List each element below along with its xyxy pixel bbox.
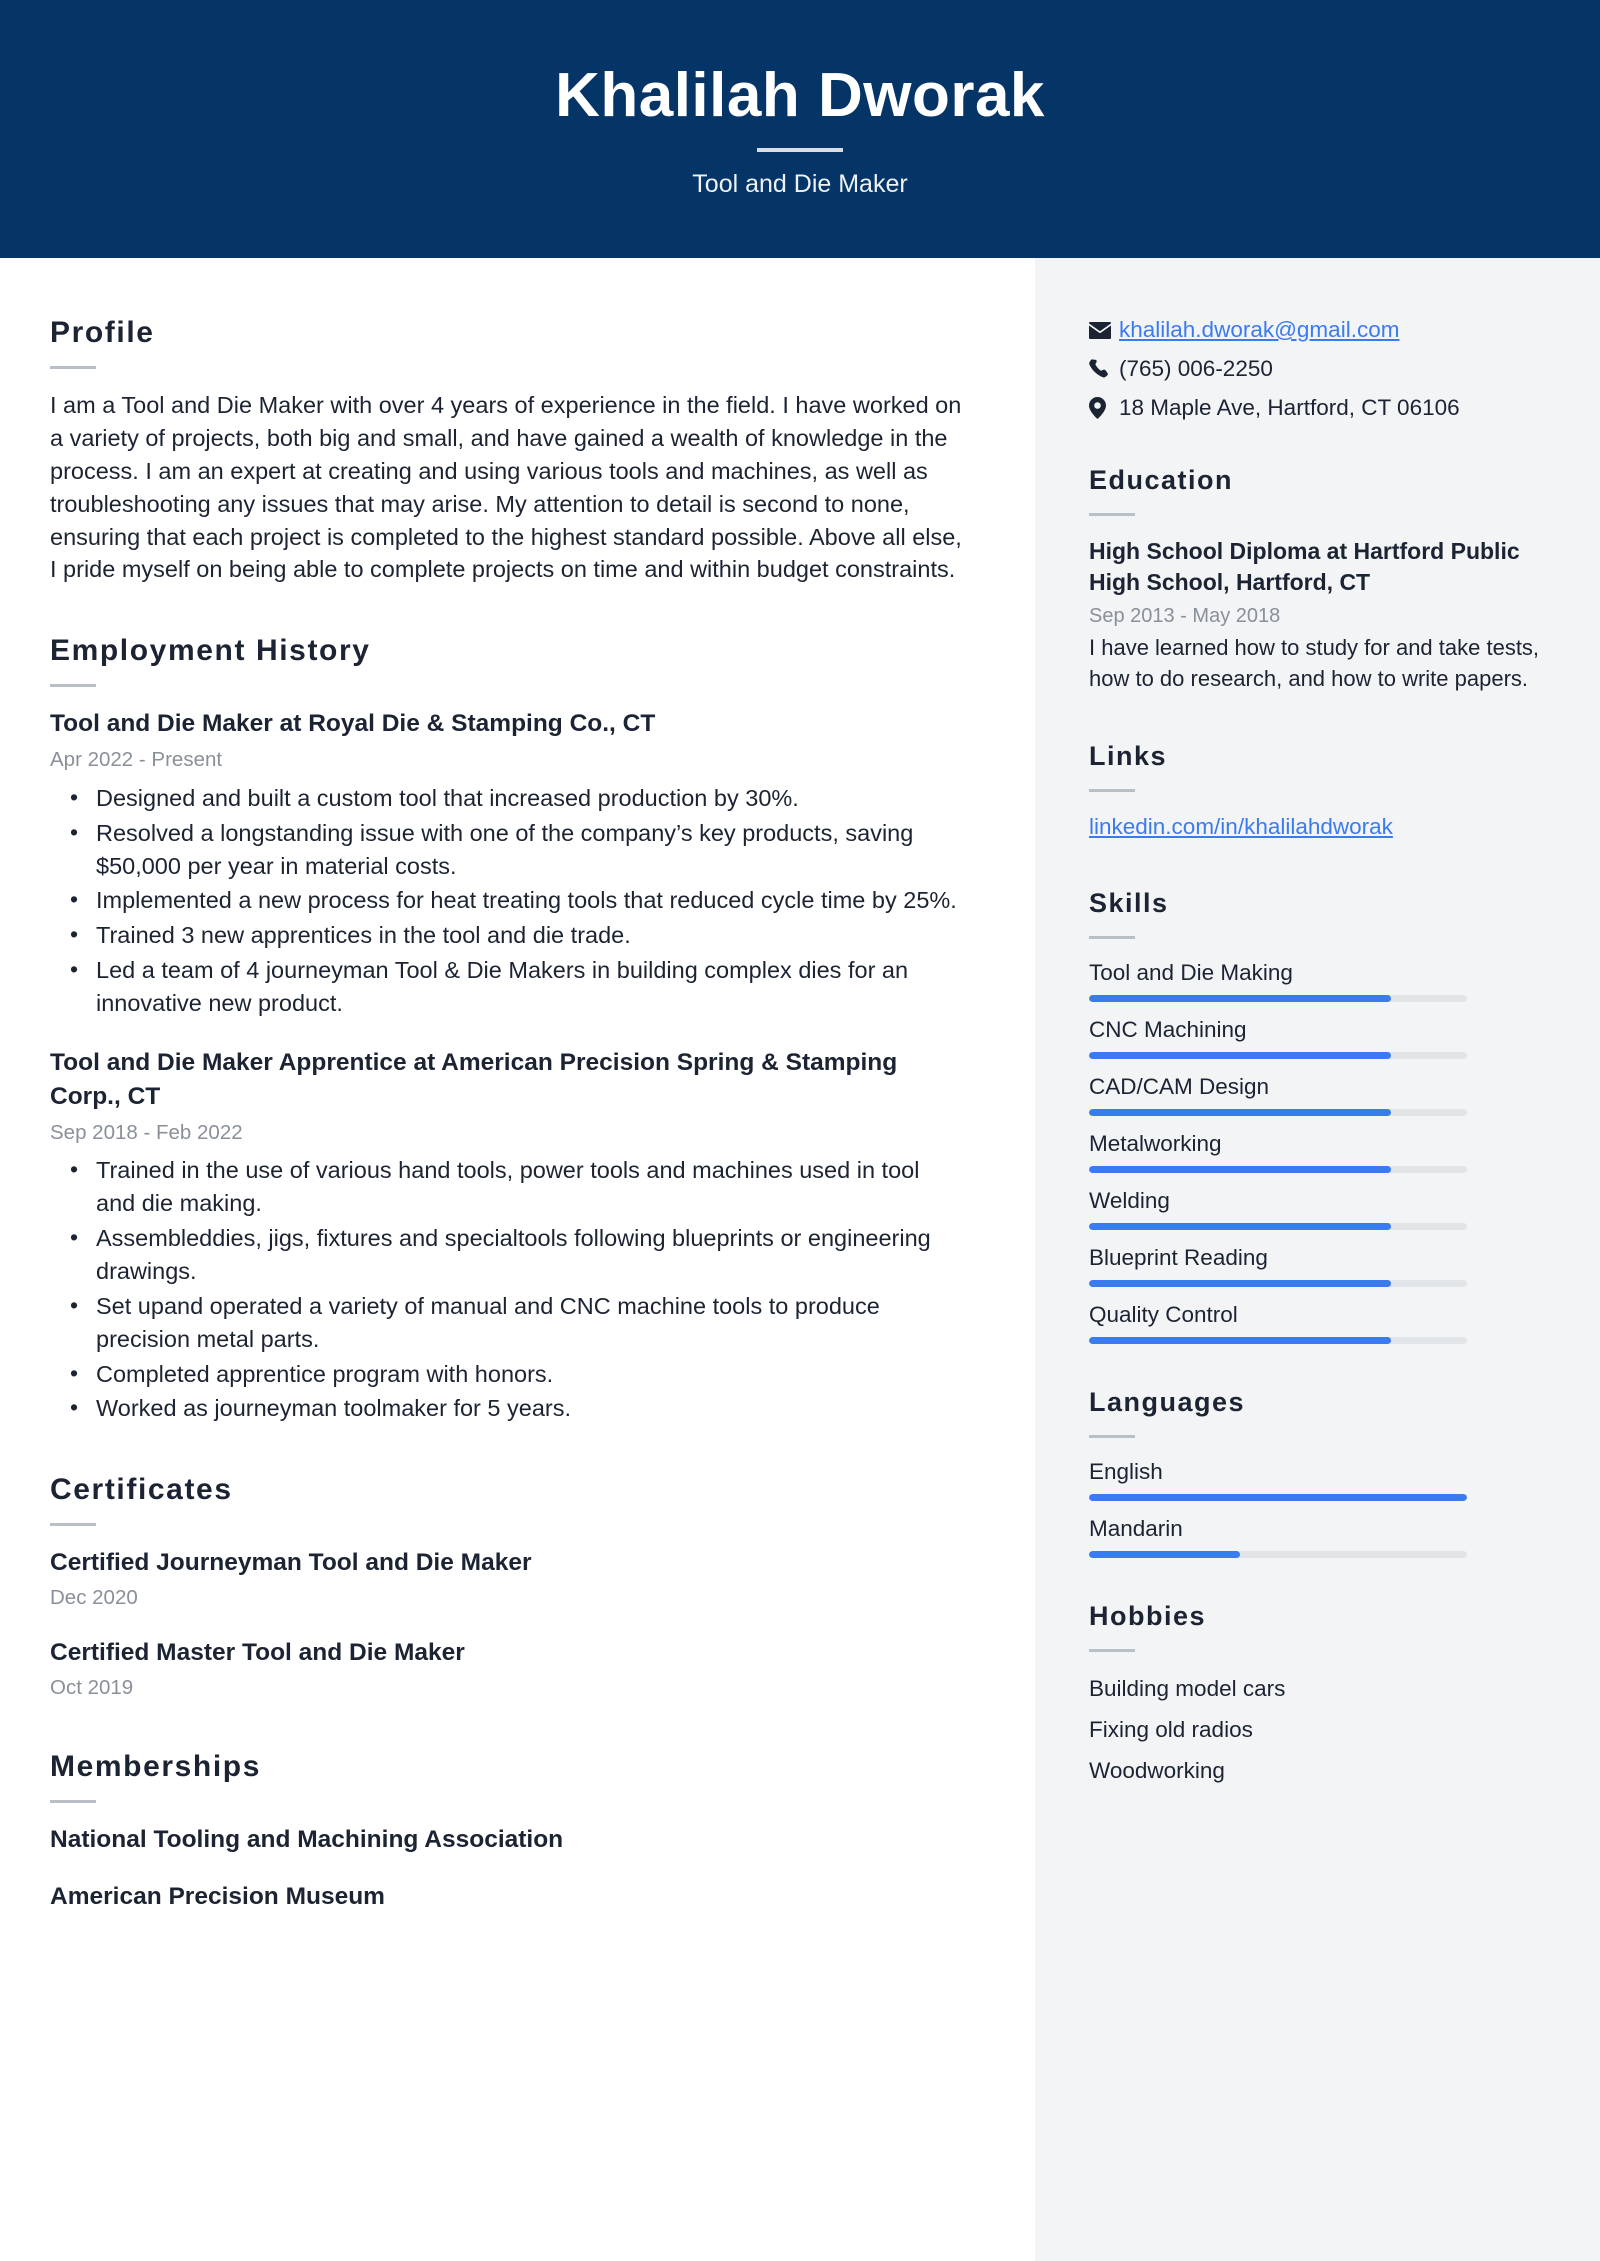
profile-text: I am a Tool and Die Maker with over 4 years of experience in the field. I have worked on a variety of projects, both big and small, and have gained a wealth of knowledge in the process. I am an expert at creating and using various tools and machines, as well as troubleshooting any issues that may arise. My attention to detail is second to none, ensuring that each project is completed to the highest standard possible. Above all else, I pride myself on being able to complete projects on time and within budget constraints.: [50, 392, 962, 583]
section-heading-hobbies: Hobbies: [1089, 1601, 1207, 1632]
spacer: [1089, 1358, 1544, 1388]
spacer: [1089, 849, 1544, 889]
employment-bullets: [50, 1154, 963, 1425]
certificate-date: Dec 2020: [50, 1586, 138, 1610]
section-divider: [1089, 513, 1135, 516]
contact-list: [1089, 316, 1544, 422]
skill-label: Tool and Die Making: [1089, 959, 1293, 985]
certificate-title: Certified Master Tool and Die Maker: [50, 1639, 465, 1667]
employment-title: Tool and Die Maker at Royal Die & Stamping Co., CT: [50, 710, 656, 738]
resume-body: [0, 258, 1600, 2261]
certificate-title: Certified Journeyman Tool and Die Maker: [50, 1549, 532, 1577]
language-item: [1089, 1458, 1544, 1501]
section-divider: [1089, 1649, 1135, 1652]
employment-entry: [50, 1046, 963, 1425]
skill-item: [1089, 1301, 1544, 1344]
section-divider: [1089, 789, 1135, 792]
section-divider: [50, 1800, 96, 1803]
phone-icon: [1089, 359, 1119, 379]
envelope-icon: [1089, 322, 1119, 339]
list-item: • Worked as journeyman toolmaker for 5 years.: [96, 1392, 963, 1425]
list-item: • Resolved a longstanding issue with one of the company’s key products, saving $50,000 per year in material costs.: [96, 817, 963, 883]
skill-item: [1089, 1016, 1544, 1059]
contact-row-email: [1089, 316, 1544, 344]
section-certificates: [50, 1473, 963, 1701]
section-profile: [50, 316, 963, 586]
location-pin-icon: [1089, 397, 1119, 419]
spacer: [50, 1612, 963, 1636]
skill-label: CAD/CAM Design: [1089, 1073, 1270, 1099]
section-heading-links: Links: [1089, 740, 1168, 771]
skill-bar-track: [1089, 1337, 1467, 1344]
skill-bar-track: [1089, 1109, 1467, 1116]
page-title: Khalilah Dworak: [555, 60, 1045, 130]
contact-email[interactable]: khalilah.dworak@gmail.com: [1119, 317, 1400, 342]
section-heading-languages: Languages: [1089, 1387, 1246, 1418]
skill-item: [1089, 959, 1544, 1002]
list-item: • Designed and built a custom tool that increased production by 30%.: [96, 782, 963, 815]
section-heading-profile: Profile: [50, 316, 155, 349]
list-item: • Trained 3 new apprentices in the tool and die trade.: [96, 919, 963, 952]
education-description: I have learned how to study for and take tests, how to do research, and how to write papers.: [1089, 635, 1540, 691]
hobby-item: Fixing old radios: [1089, 1716, 1253, 1742]
skill-bar-fill: [1089, 1052, 1391, 1059]
education-date: Sep 2013 - May 2018: [1089, 605, 1281, 628]
contact-row-address: [1089, 394, 1544, 422]
list-item: • Completed apprentice program with honors.: [96, 1358, 963, 1391]
spacer: [50, 1856, 963, 1880]
link-linkedin[interactable]: linkedin.com/in/khalilahdworak: [1089, 813, 1393, 839]
section-divider: [50, 366, 96, 369]
skill-bar-fill: [1089, 1223, 1391, 1230]
list-item: • Trained in the use of various hand tools, power tools and machines used in tool and die making.: [96, 1154, 963, 1220]
education-title: High School Diploma at Hartford Public High School, Hartford, CT: [1089, 538, 1520, 596]
skill-label: Welding: [1089, 1188, 1170, 1213]
employment-title: Tool and Die Maker Apprentice at American Precision Spring & Stamping Corp., CT: [50, 1049, 898, 1110]
skill-bar-fill: [1089, 1337, 1391, 1344]
spacer: [1089, 702, 1544, 742]
contact-address: 18 Maple Ave, Hartford, CT 06106: [1119, 395, 1460, 421]
spacer: [1089, 1572, 1544, 1602]
skill-item: [1089, 1187, 1544, 1230]
language-bar-track: [1089, 1551, 1467, 1558]
certificate-date: Oct 2019: [50, 1676, 134, 1700]
employment-bullets: [50, 782, 963, 1020]
list-item: • Assembleddies, jigs, fixtures and specialtools following blueprints or engineering drawings.: [96, 1222, 963, 1288]
section-links: [1089, 742, 1544, 841]
section-skills: [1089, 889, 1544, 1345]
main-column: [0, 258, 1035, 2261]
language-bar-fill: [1089, 1494, 1467, 1501]
section-heading-memberships: Memberships: [50, 1749, 261, 1783]
certificate-entry: [50, 1546, 963, 1612]
skill-bar-track: [1089, 1052, 1467, 1059]
section-heading-skills: Skills: [1089, 887, 1169, 918]
language-label: Mandarin: [1089, 1516, 1183, 1542]
skill-label: CNC Machining: [1089, 1016, 1247, 1042]
section-heading-employment: Employment History: [50, 634, 371, 668]
header-job-title: Tool and Die Maker: [692, 170, 908, 199]
skill-bar-fill: [1089, 1280, 1391, 1287]
skill-label: Metalworking: [1089, 1130, 1222, 1156]
skill-bar-track: [1089, 1166, 1467, 1173]
section-divider: [1089, 1435, 1135, 1438]
language-item: [1089, 1515, 1544, 1558]
section-education: [1089, 466, 1544, 694]
section-divider: [50, 684, 96, 687]
language-bar-fill: [1089, 1551, 1240, 1558]
sidebar-column: [1035, 258, 1600, 2261]
employment-date: Sep 2018 - Feb 2022: [50, 1120, 243, 1144]
membership-item: American Precision Museum: [50, 1882, 385, 1910]
contact-row-phone: [1089, 355, 1544, 383]
list-item: • Implemented a new process for heat treating tools that reduced cycle time by 25%.: [96, 884, 963, 917]
skill-item: [1089, 1244, 1544, 1287]
spacer: [50, 1433, 963, 1473]
skill-item: [1089, 1130, 1544, 1173]
section-employment-history: [50, 634, 963, 1425]
section-divider: [50, 1523, 96, 1526]
list-item: • Set upand operated a variety of manual and CNC machine tools to produce precision metal parts.: [96, 1290, 963, 1356]
skill-item: [1089, 1073, 1544, 1116]
section-hobbies: [1089, 1602, 1544, 1787]
hobby-item: Building model cars: [1089, 1676, 1286, 1701]
skill-bar-fill: [1089, 1166, 1391, 1173]
spacer: [50, 1022, 963, 1046]
employment-date: Apr 2022 - Present: [50, 748, 223, 772]
resume-header: [0, 0, 1600, 258]
language-bar-track: [1089, 1494, 1467, 1501]
skill-label: Blueprint Reading: [1089, 1245, 1268, 1271]
hobby-item: Woodworking: [1089, 1757, 1225, 1783]
header-divider: [757, 148, 843, 152]
section-divider: [1089, 936, 1135, 939]
skill-bar-track: [1089, 1280, 1467, 1287]
employment-entry: [50, 707, 963, 1020]
section-languages: [1089, 1388, 1544, 1558]
skill-bar-track: [1089, 995, 1467, 1002]
skill-bar-track: [1089, 1223, 1467, 1230]
skill-bar-fill: [1089, 1109, 1391, 1116]
section-heading-education: Education: [1089, 465, 1234, 496]
certificate-entry: [50, 1636, 963, 1702]
contact-phone: (765) 006-2250: [1119, 356, 1273, 382]
spacer: [50, 594, 963, 634]
skill-bar-fill: [1089, 995, 1391, 1002]
section-memberships: [50, 1750, 963, 1913]
membership-item: National Tooling and Machining Association: [50, 1825, 564, 1853]
list-item: • Led a team of 4 journeyman Tool & Die Makers in building complex dies for an innovative new product.: [96, 954, 963, 1020]
section-heading-certificates: Certificates: [50, 1473, 233, 1507]
spacer: [50, 1710, 963, 1750]
language-label: English: [1089, 1459, 1163, 1485]
skill-label: Quality Control: [1089, 1302, 1238, 1328]
